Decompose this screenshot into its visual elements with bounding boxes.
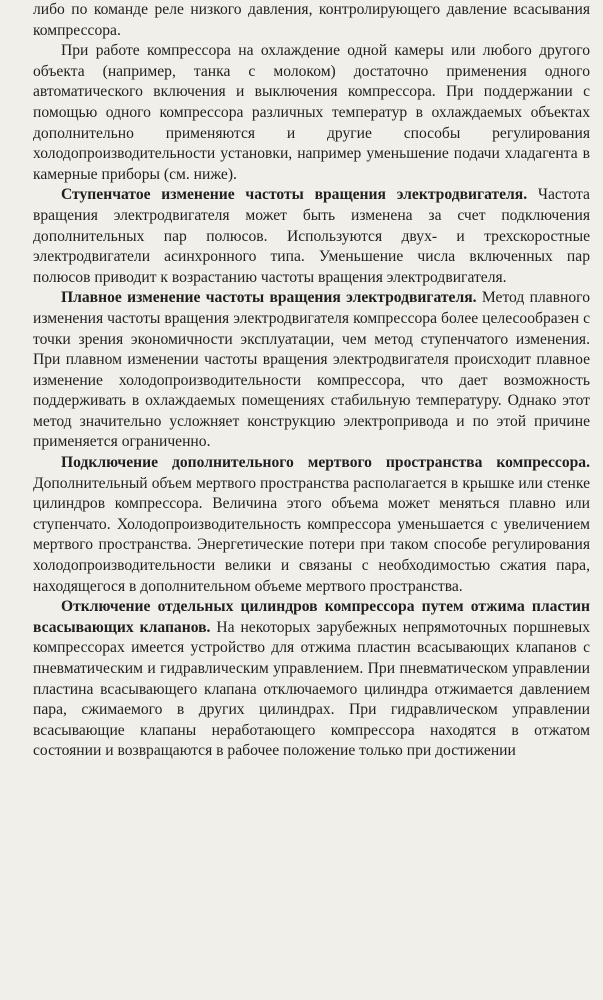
section-heading: Подключение дополнительного мертвого пространства компрессора. bbox=[61, 454, 590, 472]
paragraph-text: Частота вращения электродвигателя может быть изменена за счет подключения дополнительных пар полюсов. Используются двух- и трехскоростные электродвигатели асинхронного типа. Уменьшение числа включенных пар полюсов приводит к возрастанию частоты вращения электродвигателя. bbox=[33, 186, 590, 286]
section-heading: Отключение отдельных цилиндров компрессора путем отжима пластин всасывающих клапанов. bbox=[33, 598, 590, 636]
paragraph-text: На некоторых зарубежных непрямоточных поршневых компрессорах имеется устройство для отжима пластин всасывающих клапанов с пневматическим и гидравлическим управлением. При пневматическом управлении пластина всасывающего клапана отключаемого цилиндра отжимается давлением пара, сжимаемого в других цилиндрах. При гидравлическом управлении всасывающие клапаны неработающего компрессора находятся в отжатом состоянии и возвращаются в рабочее положение только при достижении bbox=[33, 618, 590, 760]
section-heading: Ступенчатое изменение частоты вращения электродвигателя. bbox=[61, 186, 528, 204]
paragraph-text: Дополнительный объем мертвого пространства располагается в крышке или стенке цилиндров компрессора. Величина этого объема может меняться плавно или ступенчато. Холодопроизводительность компрессора уменьшается с увеличением мертвого пространства. Энергетические потери при таком способе регулирования холодопроизводительности велики и связаны с необходимостью сжатия пара, находящегося в дополнительном объеме мертвого пространства. bbox=[33, 474, 590, 595]
paragraph-cylinder-unloading bbox=[33, 597, 590, 762]
paragraph-single-compressor bbox=[33, 41, 590, 185]
paragraph-continuation bbox=[33, 0, 590, 41]
section-heading: Плавное изменение частоты вращения электродвигателя. bbox=[61, 289, 477, 307]
paragraph-text: При работе компрессора на охлаждение одной камеры или любого другого объекта (например, танка с молоком) достаточно применения одного автоматического включения и выключения компрессора. При поддержании с помощью одного компрессора различных температур в охлаждаемых объектах дополнительно применяются и другие способы регулирования холодопроизводительности установки, например уменьшение подачи хладагента в камерные приборы (см. ниже). bbox=[33, 42, 590, 183]
paragraph-stepped-speed bbox=[33, 185, 590, 288]
paragraph-text: либо по команде реле низкого давления, контролирующего давление всасывания компрессора. bbox=[33, 1, 590, 39]
paragraph-dead-space bbox=[33, 453, 590, 597]
paragraph-text: Метод плавного изменения частоты вращения электродвигателя компрессора более целесообразен с точки зрения экономичности эксплуатации, чем метод ступенчатого изменения. При плавном изменении частоты вращения электродвигателя происходит плавное изменение холодопроизводительности компрессора, что дает возможность поддерживать в охлаждаемых помещениях стабильную температуру. Однако этот метод значительно усложняет конструкцию электропривода и по этой причине применяется ограниченно. bbox=[33, 289, 590, 451]
paragraph-smooth-speed bbox=[33, 288, 590, 453]
